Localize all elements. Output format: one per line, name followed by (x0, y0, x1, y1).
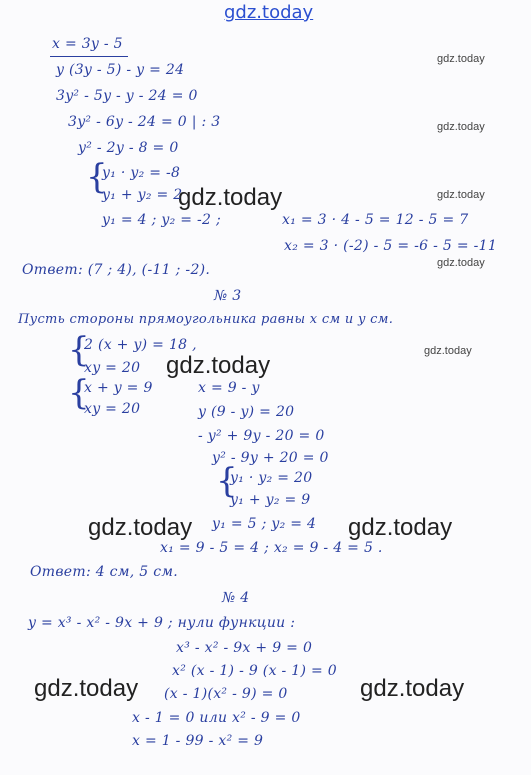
equation-line: x³ - x² - 9x + 9 = 0 (176, 640, 313, 656)
system-brace: { (216, 461, 238, 501)
problem-number: № 3 (214, 288, 242, 304)
equation-line: x₁ = 3 · 4 - 5 = 12 - 5 = 7 (282, 212, 469, 228)
equation-line: xy = 20 (84, 401, 141, 417)
watermark-large: gdz.today (348, 514, 453, 541)
watermark-small: gdz.today (437, 189, 485, 201)
answer-line: Ответ: 4 см, 5 см. (30, 564, 178, 580)
equation-line: xy = 20 (84, 360, 141, 376)
problem-number: № 4 (222, 590, 250, 606)
equation-line: x = 3y - 5 (52, 36, 123, 52)
equation-line: x - 1 = 0 или x² - 9 = 0 (132, 710, 301, 726)
equation-line: x = 1 - 99 - x² = 9 (132, 733, 264, 749)
watermark-small: gdz.today (437, 257, 485, 269)
equation-line: y₁ + y₂ = 9 (230, 492, 311, 508)
equation-line: y₁ = 4 ; y₂ = -2 ; (102, 212, 222, 228)
equation-line: - y² + 9y - 20 = 0 (198, 428, 325, 444)
watermark-small: gdz.today (424, 345, 472, 357)
system-brace: { (68, 330, 90, 370)
equation-line: y² - 9y + 20 = 0 (212, 450, 329, 466)
equation-line: y₁ = 5 ; y₂ = 4 (212, 516, 317, 532)
equation-line: (x - 1)(x² - 9) = 0 (164, 686, 288, 702)
system-brace: { (86, 157, 108, 197)
answer-line: Ответ: (7 ; 4), (-11 ; -2). (22, 262, 211, 278)
watermark-large: gdz.today (34, 675, 139, 702)
equation-line: x₂ = 3 · (-2) - 5 = -6 - 5 = -11 (284, 238, 498, 254)
equation-line: y (3y - 5) - y = 24 (56, 62, 185, 78)
watermark-large: gdz.today (360, 675, 465, 702)
equation-line: y₁ · y₂ = -8 (102, 165, 181, 181)
equation-line: y₁ + y₂ = 2 (102, 187, 183, 203)
equation-line: y² - 2y - 8 = 0 (78, 140, 179, 156)
equation-line: y₁ · y₂ = 20 (230, 470, 313, 486)
system-brace: { (68, 373, 90, 413)
equation-line: x = 9 - y (198, 380, 260, 396)
watermark-large: gdz.today (88, 514, 193, 541)
watermark-small: gdz.today (437, 53, 485, 65)
equation-line: 3y² - 5y - y - 24 = 0 (56, 88, 198, 104)
text-line: Пусть стороны прямоугольника равны x см и y см. (18, 312, 394, 327)
underline (50, 56, 128, 57)
equation-line: x + y = 9 (84, 380, 153, 396)
watermark-small: gdz.today (437, 121, 485, 133)
equation-line: y = x³ - x² - 9x + 9 ; нули функции : (28, 615, 296, 631)
equation-line: x₁ = 9 - 5 = 4 ; x₂ = 9 - 4 = 5 . (160, 540, 383, 556)
equation-line: 3y² - 6y - 24 = 0 | : 3 (68, 114, 221, 130)
watermark-large: gdz.today (178, 184, 283, 211)
equation-line: x² (x - 1) - 9 (x - 1) = 0 (172, 663, 337, 679)
equation-line: 2 (x + y) = 18 , (84, 337, 197, 353)
watermark-large: gdz.today (166, 352, 271, 379)
watermark-top[interactable]: gdz.today (224, 2, 314, 23)
equation-line: y (9 - y) = 20 (198, 404, 295, 420)
